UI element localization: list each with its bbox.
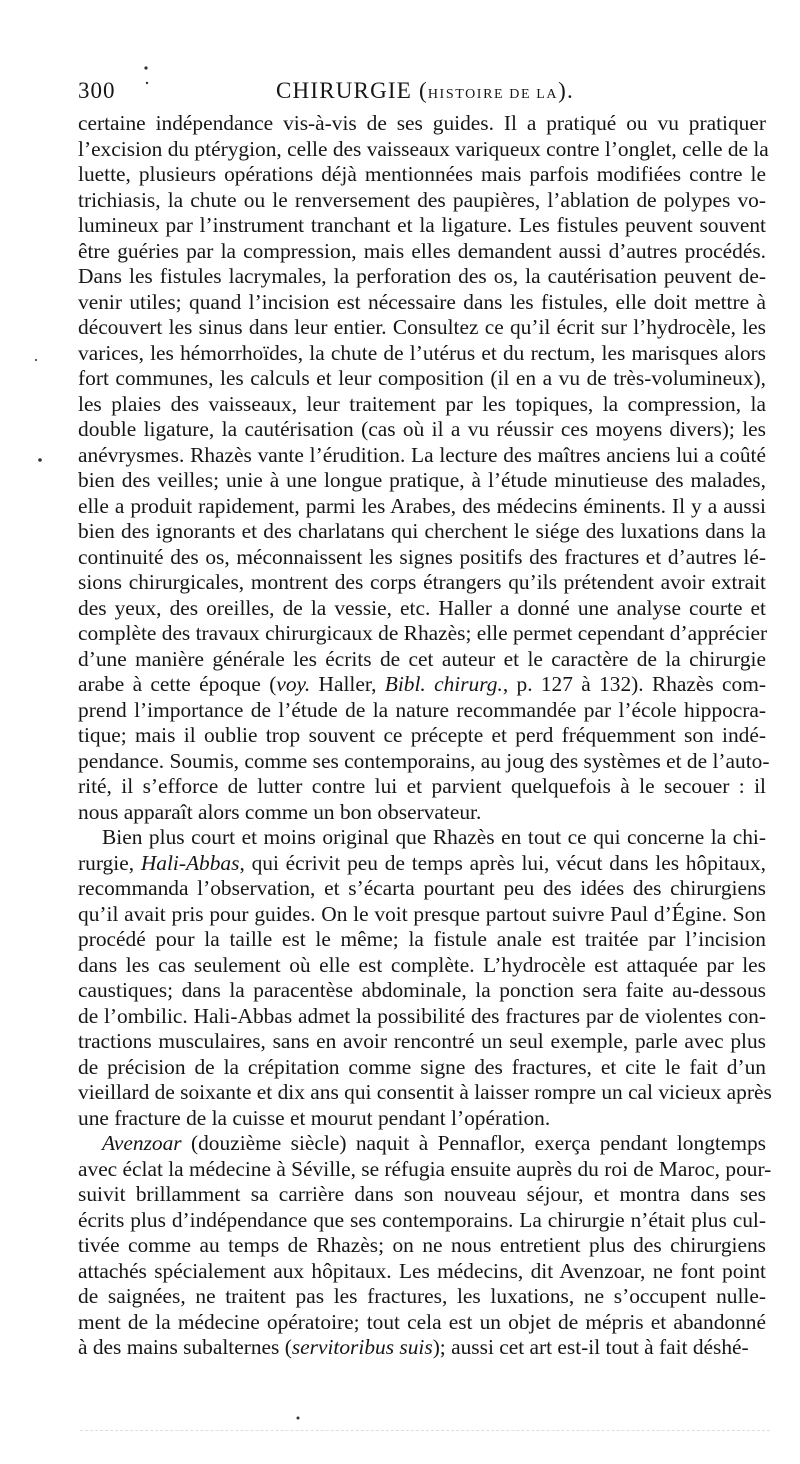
text-run: lumineux par l’instrument tranchant et la ligature. Les fistules peuvent souvent (78, 213, 766, 237)
text-run: Dans les fistules lacrymales, la perforation des os, la cautérisation peuvent de- (78, 264, 766, 288)
text-run: Bien plus court et moins original que Rhazès en tout ce qui concerne la chi- (102, 825, 766, 849)
running-title-main: CHIRURGIE ( (276, 78, 428, 103)
running-header (78, 70, 768, 110)
text-line (78, 213, 766, 239)
text-line (78, 748, 770, 775)
text-run: dans les cas seulement où elle est complète. L’hydrocèle est attaquée par les (78, 952, 766, 977)
text-line (78, 392, 766, 418)
text-line (78, 1055, 766, 1081)
text-line (78, 1156, 772, 1183)
paragraph (78, 825, 772, 1131)
text-line (78, 851, 766, 877)
text-run: tractions musculaires, sans en avoir rencontré un seul exemple, parle avec plus (78, 1029, 766, 1053)
text-run: ment de la médecine opératoire; tout cela est un objet de mépris et abandonné (78, 1309, 766, 1334)
text-run: luette, plusieurs opérations déjà mentionnées mais parfois modifiées contre le (78, 162, 766, 186)
text-line (78, 468, 766, 494)
text-line (78, 800, 766, 826)
text-line (78, 1029, 766, 1055)
text-run: des yeux, des oreilles, de la vessie, etc. Haller a donné une analyse courte et (78, 595, 766, 620)
text-line (78, 876, 766, 902)
text-run: certaine indépendance vis-à-vis de ses guides. Il a pratiqué ou vu pratiquer (78, 111, 766, 135)
running-title-end: ). (558, 78, 574, 103)
text-run: recommanda l’observation, et s’écarta pourtant peu des idées des chirurgiens (78, 876, 766, 900)
text-run: procédé pour la taille est le même; la fistule anale est traitée par l’incision (78, 927, 766, 951)
text-run: arabe à cette époque ( (78, 672, 277, 696)
text-run: de précision de la crépitation comme signe des fractures, et cite le fait d’un (78, 1054, 766, 1079)
text-run: sions chirurgicales, montrent des corps étrangers qu’ils prétendent avoir extrait (78, 570, 766, 594)
text-line (78, 1335, 766, 1361)
text-run: à des mains subalternes ( (78, 1335, 292, 1359)
text-run: rurgie, (78, 850, 141, 875)
text-line (78, 596, 766, 622)
text-run: double ligature, la cautérisation (cas où il a vu réussir ces moyens divers); les (78, 417, 766, 441)
text-run: elle a produit rapidement, parmi les Arabes, des médecins éminents. Il y a aussi (78, 493, 766, 518)
text-line (78, 136, 769, 163)
italic-text: Hali-Abbas (140, 850, 240, 875)
text-run: prend l’importance de l’étude de la nature recommandée par l’école hippocra- (78, 697, 766, 722)
text-line (78, 111, 766, 137)
text-run: de l’ombilic. Hali-Abbas admet la possibilité des fractures par de violentes con- (78, 1003, 766, 1028)
text-run: d’une manière générale les écrits de cet auteur et le caractère de la chirurgie (78, 646, 766, 671)
text-line (78, 519, 766, 545)
text-run: l’excision du ptérygion, celle des vaisseaux variqueux contre l’onglet, celle de la (78, 136, 769, 161)
text-line (78, 1233, 766, 1259)
text-line (78, 825, 766, 851)
text-run: écrits plus d’indépendance que ses contemporains. La chirurgie n’était plus cul- (78, 1207, 766, 1232)
text-line (78, 927, 766, 953)
paragraph (78, 1131, 772, 1361)
text-line (78, 188, 766, 214)
text-run: , p. 127 à 132). Rhazès com- (502, 672, 766, 696)
paragraph (78, 111, 770, 825)
text-line (78, 723, 766, 749)
text-run: de saignées, ne traitent pas les fractures, les luxations, ne s’occupent nulle- (78, 1284, 766, 1308)
text-run: les plaies des vaisseaux, leur traitement par les topiques, la compression, la (78, 391, 766, 416)
text-line (78, 417, 766, 443)
text-line (78, 366, 766, 392)
ink-speck (35, 359, 37, 361)
text-run: caustiques; dans la paracentèse abdominale, la ponction sera faite au-dessous (78, 978, 766, 1002)
page-number: 300 (78, 78, 116, 103)
text-line (78, 1182, 766, 1208)
italic-text: voy. (276, 672, 311, 696)
text-line (78, 315, 766, 341)
text-run: venir utiles; quand l’incision est nécessaire dans les fistules, elle doit mettre à (78, 289, 766, 314)
text-run: rité, il s’efforce de lutter contre lui et parvient quelquefois à le secouer : il (78, 774, 766, 798)
text-line (78, 545, 766, 571)
text-line (78, 1080, 772, 1106)
running-title-subtitle: HISTOIRE DE LA (427, 87, 559, 102)
text-line (78, 239, 766, 265)
text-run: une fracture de la cuisse et mourut pendant l’opération. (78, 1105, 551, 1130)
text-line (78, 978, 766, 1004)
text-run: attachés spécialement aux hôpitaux. Les médecins, dit Avenzoar, ne font point (78, 1258, 766, 1283)
text-run: pendance. Soumis, comme ses contemporains, au joug des systèmes et de l’auto- (78, 748, 770, 773)
ink-speck (297, 1417, 300, 1420)
page-bottom-artifact (80, 1430, 770, 1435)
text-line (78, 902, 766, 928)
text-run: fort communes, les calculs et leur composition (il en a vu de très-volumineux), (78, 366, 766, 390)
text-run: tivée comme au temps de Rhazès; on ne nous entretient plus des chirurgiens (78, 1233, 766, 1257)
text-line (78, 621, 766, 647)
text-run: avec éclat la médecine à Séville, se réfugia ensuite auprès du roi de Maroc, pour- (78, 1156, 772, 1181)
body-text (78, 111, 772, 1361)
text-run: être guéries par la compression, mais elles demandent aussi d’autres procédés. (78, 238, 766, 263)
text-line (78, 774, 766, 800)
text-line (78, 1284, 766, 1310)
text-run: qu’il avait pris pour guides. On le voit presque partout suivre Paul d’Égine. Son (78, 901, 766, 926)
text-run: tique; mais il oublie trop souvent ce précepte et perd fréquemment son indé- (78, 723, 766, 747)
text-line (78, 443, 766, 469)
text-line (78, 1310, 766, 1336)
text-line (78, 1259, 766, 1285)
text-run: ); aussi cet art est-il tout à fait déshé- (432, 1335, 749, 1359)
italic-text: Bibl. chirurg. (384, 672, 503, 696)
text-line (78, 341, 766, 367)
text-run: découvert les sinus dans leur entier. Consultez ce qu’il écrit sur l’hydrocèle, les (78, 315, 766, 339)
italic-text: Avenzoar (102, 1131, 182, 1155)
text-line (78, 647, 766, 673)
text-line (78, 1004, 766, 1030)
text-line (78, 1208, 766, 1234)
text-run: continuité des os, méconnaissent les signes positifs des fractures et d’autres lé- (78, 544, 766, 569)
text-line (78, 698, 766, 724)
text-run: suivit brillamment sa carrière dans son nouveau séjour, et montra dans ses (78, 1182, 766, 1206)
text-run: , qui écrivit peu de temps après lui, vécut dans les hôpitaux, (239, 850, 766, 875)
text-run: nous apparaît alors comme un bon observateur. (78, 799, 482, 824)
text-run: trichiasis, la chute ou le renversement des paupières, l’ablation de polypes vo- (78, 187, 766, 212)
text-line (78, 290, 766, 316)
text-line (78, 162, 766, 188)
ink-speck (38, 458, 42, 462)
text-run: (douzième siècle) naquit à Pennaflor, exerça pendant longtemps (181, 1131, 766, 1155)
text-line (78, 264, 766, 290)
text-line (78, 953, 766, 979)
text-run: complète des travaux chirurgicaux de Rhazès; elle permet cependant d’apprécier (78, 621, 768, 645)
text-line (78, 570, 766, 596)
text-run: anévrysmes. Rhazès vante l’érudition. La lecture des maîtres anciens lui a coûté (78, 442, 766, 467)
italic-text: servitoribus suis (291, 1335, 433, 1359)
text-line (78, 1131, 766, 1157)
running-title (276, 78, 574, 104)
text-line (78, 672, 766, 698)
text-run: varices, les hémorrhoïdes, la chute de l’utérus et du rectum, les marisques alors (78, 340, 766, 365)
text-run: bien des ignorants et des charlatans qui cherchent le siége des luxations dans la (78, 519, 766, 543)
text-line (78, 494, 766, 520)
text-run: bien des veilles; unie à une longue pratique, à l’étude minutieuse des malades, (78, 468, 766, 492)
text-run: vieillard de soixante et dix ans qui consentit à laisser rompre un cal vicieux après (78, 1080, 772, 1104)
text-line (78, 1106, 766, 1132)
text-run: Haller, (310, 672, 385, 696)
